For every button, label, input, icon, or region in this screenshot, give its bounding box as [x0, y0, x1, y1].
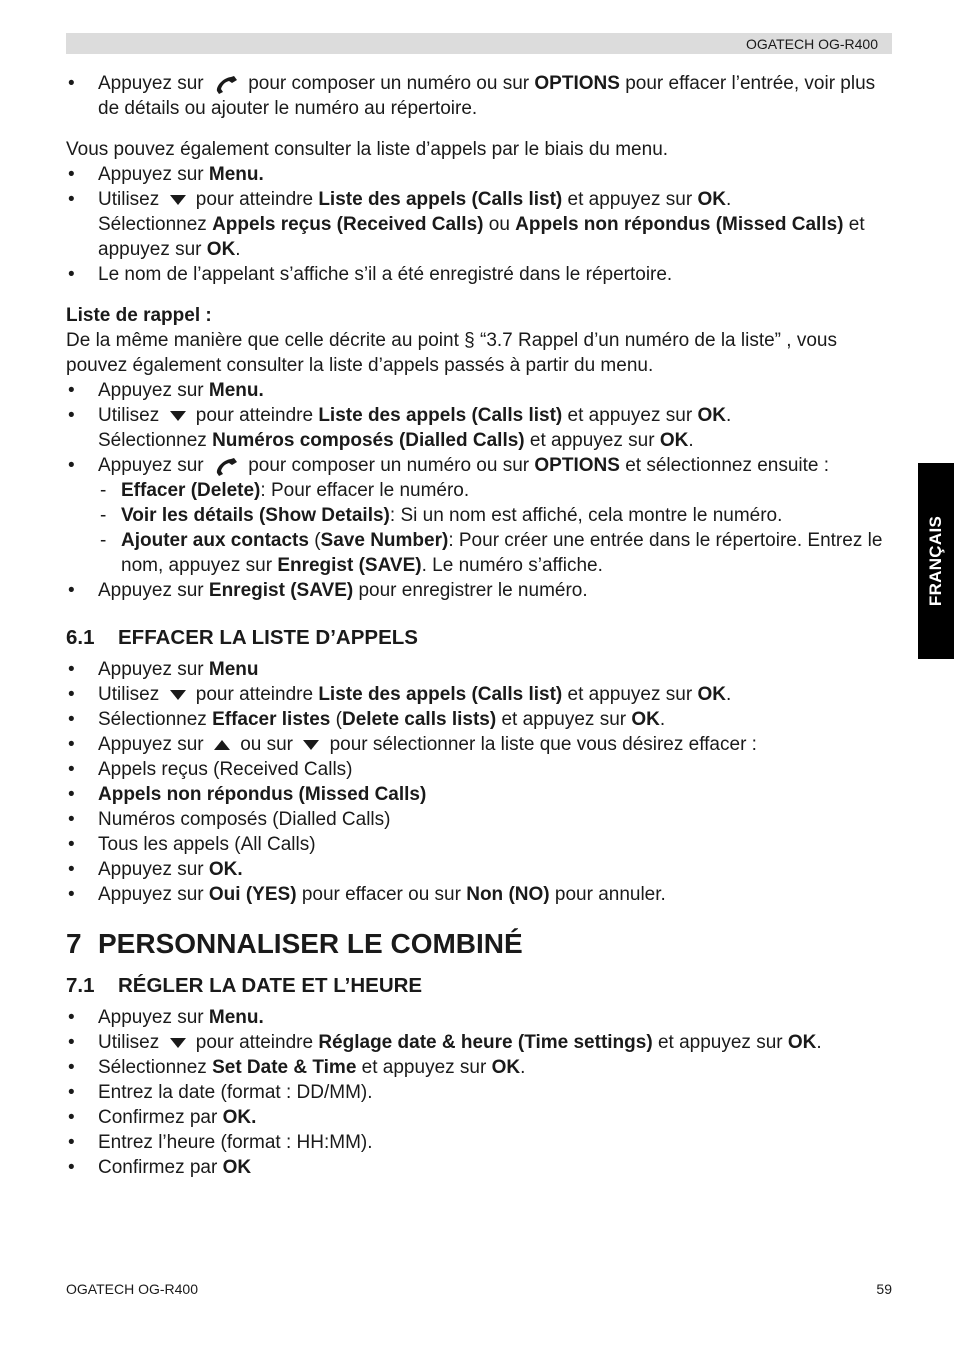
text: pour atteindre: [195, 189, 314, 210]
text: Appuyez sur: [98, 164, 204, 185]
phone-handset-icon: [213, 456, 239, 476]
list-item: • Sélectionnez Effacer listes (Delete calls lists) et appuyez sur OK.: [66, 707, 896, 732]
list-item: • Appuyez sur Menu: [66, 657, 896, 682]
arrow-down-icon: [169, 689, 187, 701]
text: Utilisez: [98, 189, 160, 210]
page-number: 59: [876, 1281, 892, 1297]
ok-key: OK: [206, 239, 236, 260]
text: et appuyez sur: [567, 189, 693, 210]
footer-model: OGATECH OG-R400: [66, 1281, 198, 1297]
list-item: • Sélectionnez Set Date & Time et appuyez sur OK.: [66, 1055, 896, 1080]
menu-option: Appels non répondus (Missed Calls): [515, 214, 844, 235]
menu-option: Liste des appels (Calls list): [318, 189, 563, 210]
list-item: • Entrez la date (format : DD/MM).: [66, 1080, 896, 1105]
list-item: • Le nom de l’appelant s’affiche s’il a été enregistré dans le répertoire.: [66, 262, 896, 287]
section-heading: 7.1 RÉGLER LA DATE ET L’HEURE: [66, 974, 423, 997]
subheading: Liste de rappel :: [66, 305, 212, 326]
section-heading: 6.1 EFFACER LA LISTE D’APPELS: [66, 626, 418, 649]
list-item: • Utilisez pour atteindre Liste des appels (Calls list) et appuyez sur OK.: [66, 682, 896, 707]
list-item: • Confirmez par OK.: [66, 1105, 896, 1130]
sub-item: - Ajouter aux contacts (Save Number): Pour créer une entrée dans le répertoire. Entrez le nom, appuyez sur Enregist (SAVE). Le numéro s’affiche.: [66, 528, 896, 578]
menu-option: Liste des appels (Calls list): [318, 405, 563, 426]
list-item: • Utilisez pour atteindre Liste des appels (Calls list) et appuyez sur OK. Sélectionnez Appels reçus (Received Calls) ou Appels non répondus (Missed Calls) et appuyez sur OK.: [66, 187, 896, 262]
list-item: • Appels reçus (Received Calls): [66, 757, 896, 782]
header-label: OGATECH OG-R400: [746, 36, 878, 52]
list-item: • Appels non répondus (Missed Calls): [66, 782, 896, 807]
list-item: [66, 162, 896, 187]
phone-handset-icon: [213, 74, 239, 94]
chapter-heading: 7 PERSONNALISER LE COMBINÉ: [66, 928, 523, 959]
text: ou: [488, 214, 510, 235]
header-bar: [66, 33, 892, 54]
list-item: • Appuyez sur OK.: [66, 857, 896, 882]
options-key: OPTIONS: [534, 73, 620, 94]
list-item: • Appuyez sur pour composer un numéro ou sur OPTIONS et sélectionnez ensuite :: [66, 453, 896, 478]
menu-option: Numéros composés (Dialled Calls): [212, 430, 525, 451]
list-item: • Numéros composés (Dialled Calls): [66, 807, 896, 832]
list-item: • Appuyez sur Menu.: [66, 1005, 896, 1030]
list-item: • Utilisez pour atteindre Réglage date & heure (Time settings) et appuyez sur OK.: [66, 1030, 896, 1055]
text: Appuyez sur: [98, 73, 204, 94]
list-item: • Entrez l’heure (format : HH:MM).: [66, 1130, 896, 1155]
language-tab-label: FRANÇAIS: [926, 515, 945, 607]
options-key: OPTIONS: [534, 455, 620, 476]
list-item: • Tous les appels (All Calls): [66, 832, 896, 857]
paragraph: De la même manière que celle décrite au point § “3.7 Rappel d’un numéro de la liste” , vous pouvez également consulter la liste d’appels passés à partir du menu.: [66, 330, 837, 376]
list-item: • Appuyez sur ou sur pour sélectionner la liste que vous désirez effacer :: [66, 732, 896, 757]
text: pour composer un numéro ou sur: [248, 73, 530, 94]
language-tab: [918, 463, 954, 659]
arrow-down-icon: [302, 739, 320, 751]
arrow-down-icon: [169, 194, 187, 206]
list-item: • Utilisez pour atteindre Liste des appels (Calls list) et appuyez sur OK. Sélectionnez Numéros composés (Dialled Calls) et appuyez sur OK.: [66, 403, 896, 453]
text: Sélectionnez: [98, 214, 207, 235]
page-content: [66, 71, 896, 1180]
list-item: • Appuyez sur Menu.: [66, 378, 896, 403]
menu-key: Menu.: [208, 380, 264, 401]
sub-item: - Voir les détails (Show Details): Si un nom est affiché, cela montre le numéro.: [66, 503, 896, 528]
list-item: • Appuyez sur Enregist (SAVE) pour enregistrer le numéro.: [66, 578, 896, 603]
paragraph: Vous pouvez également consulter la liste d’appels par le biais du menu.: [66, 139, 669, 160]
list-item: • Appuyez sur Oui (YES) pour effacer ou sur Non (NO) pour annuler.: [66, 882, 896, 907]
menu-option: Appels reçus (Received Calls): [212, 214, 484, 235]
arrow-up-icon: [213, 739, 231, 751]
arrow-down-icon: [169, 410, 187, 422]
ok-key: OK: [697, 189, 726, 210]
sub-item: - Effacer (Delete): Pour effacer le numéro.: [66, 478, 896, 503]
text: et appuyez sur: [98, 214, 865, 260]
arrow-down-icon: [169, 1037, 187, 1049]
list-item: • Confirmez par OK: [66, 1155, 896, 1180]
menu-key: Menu.: [208, 164, 264, 185]
list-item: [66, 71, 896, 121]
text: pour effacer l’entrée, voir plus de détails ou ajouter le numéro au répertoire.: [98, 73, 876, 119]
